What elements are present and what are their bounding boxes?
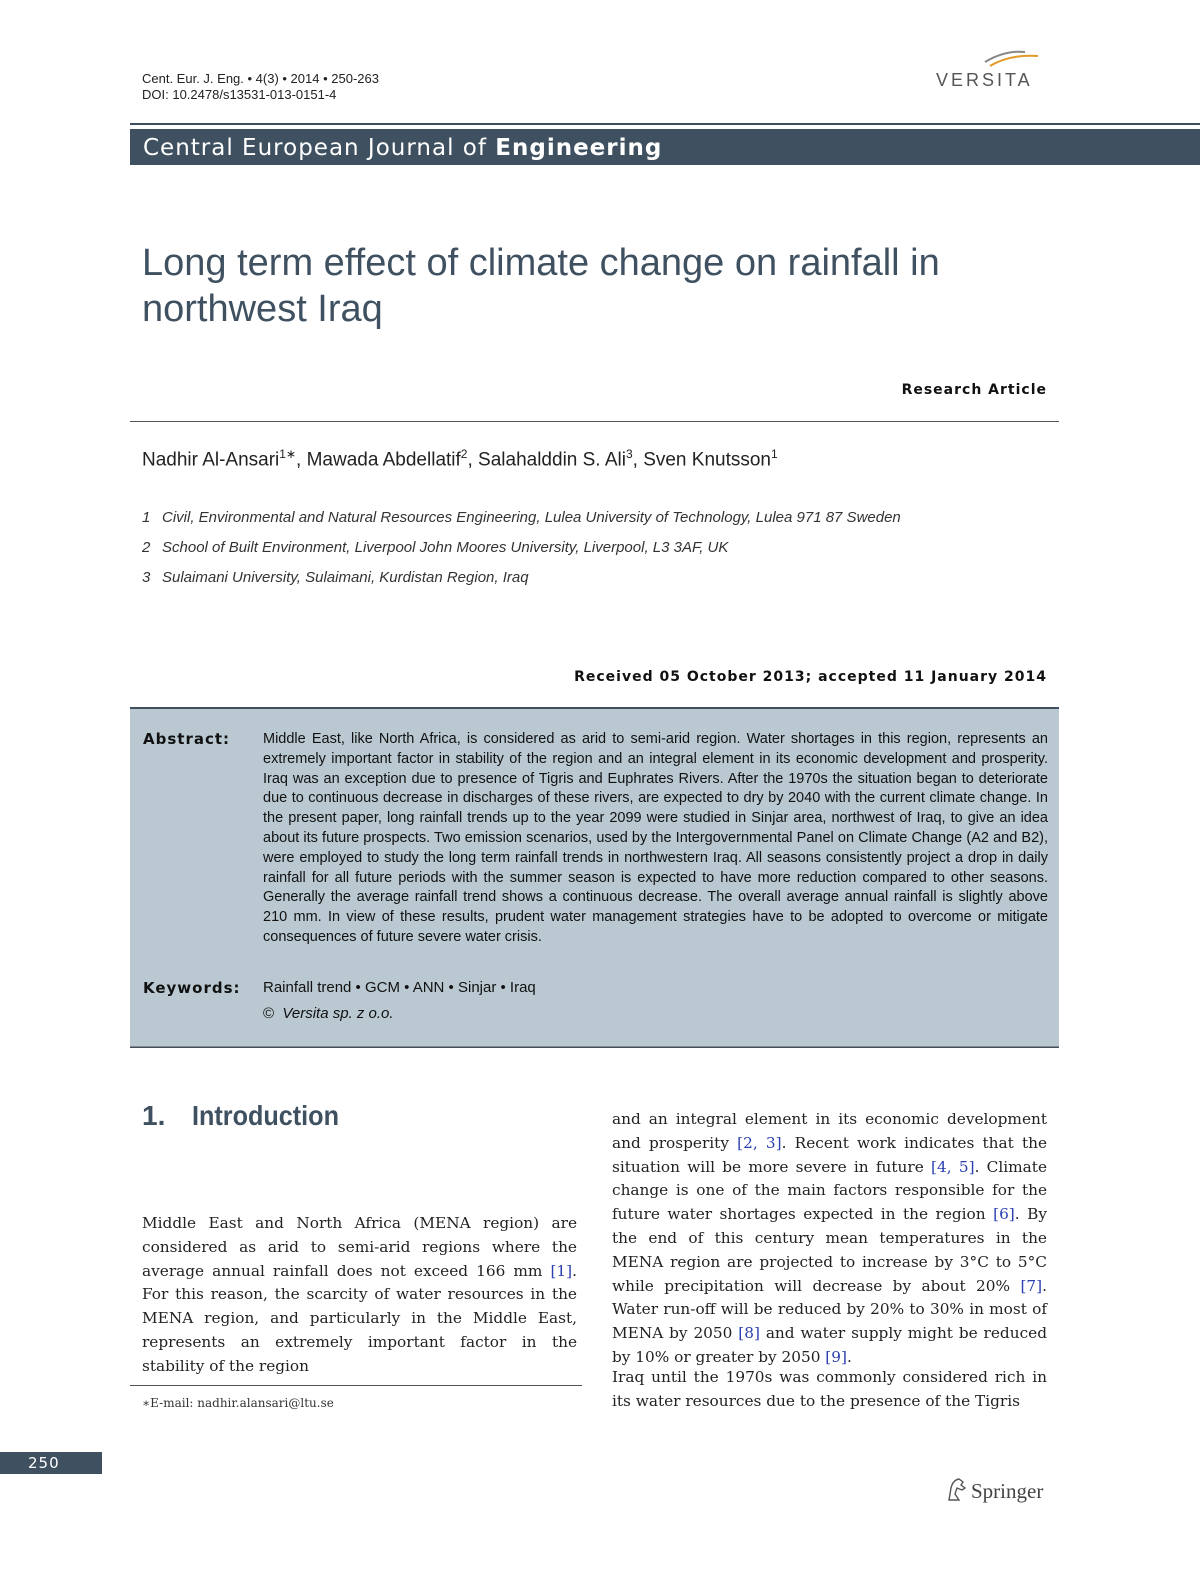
copyright-icon: © xyxy=(263,1005,275,1022)
journal-name-prefix: Central European Journal of xyxy=(143,135,487,161)
body-text: . xyxy=(846,1347,852,1366)
keywords-label: Keywords: xyxy=(143,979,241,997)
affiliation xyxy=(142,509,901,526)
versita-logo-text: VERSITA xyxy=(936,70,1033,90)
author-affil-marker: 1∗ xyxy=(279,447,297,461)
versita-logo xyxy=(930,48,1040,92)
author-name: Nadhir Al-Ansari xyxy=(142,449,280,471)
affiliation-number: 2 xyxy=(142,539,151,556)
springer-logo-text: Springer xyxy=(971,1479,1044,1503)
body-text: . For this reason, the scarcity of water resources in the MENA region, and particularly in the Middle East, represents an extremely important factor in the stability of the region xyxy=(142,1261,577,1375)
author-affil-marker: 3 xyxy=(625,447,633,461)
intro-column-right xyxy=(612,1108,1047,1370)
affiliation-text: Sulaimani University, Sulaimani, Kurdistan Region, Iraq xyxy=(162,569,529,586)
affiliation-number: 3 xyxy=(142,569,151,586)
journal-bar-rule xyxy=(130,123,1200,125)
section-title: Introduction xyxy=(192,1100,339,1131)
author-name: Mawada Abdellatif xyxy=(306,449,461,471)
article-title: Long term effect of climate change on rainfall in northwest Iraq xyxy=(142,242,940,330)
body-text: . Recent work indicates that the situation will be more severe in future xyxy=(612,1133,1047,1176)
footnote-email: ∗E-mail: nadhir.alansari@ltu.se xyxy=(142,1396,334,1410)
citation-doi-line: DOI: 10.2478/s13531-013-0151-4 xyxy=(142,87,337,102)
body-text: . Water run-off will be reduced by 20% to 30% in most of MENA by 2050 xyxy=(612,1276,1047,1343)
title-divider xyxy=(130,421,1059,422)
citation-ref-link[interactable]: [6] xyxy=(993,1205,1015,1224)
citation-journal-line: Cent. Eur. J. Eng. • 4(3) • 2014 • 250-263 xyxy=(142,71,379,86)
journal-name xyxy=(143,135,662,161)
author-name: Sven Knutsson xyxy=(643,449,771,471)
page-number-badge xyxy=(0,1452,102,1474)
citation-ref-link[interactable]: [7] xyxy=(1020,1276,1043,1295)
affiliation-number: 1 xyxy=(142,509,151,526)
page-number: 250 xyxy=(28,1454,60,1472)
article-type: Research Article xyxy=(901,382,1047,398)
author-list: Nadhir Al-Ansari$^{1∗}$, Mawada Abdellatif$^2$, Salahalddin S. Ali$^3$, Sven Knutsson$^1$ xyxy=(142,447,778,471)
abstract-label: Abstract: xyxy=(143,730,231,748)
footnote-rule xyxy=(130,1385,582,1386)
citation-ref-link[interactable]: [1] xyxy=(550,1261,573,1280)
author-affil-marker: 1 xyxy=(771,447,778,461)
citation-ref-link[interactable]: [4, 5] xyxy=(931,1157,975,1176)
citation-ref-link[interactable]: [8] xyxy=(738,1324,760,1343)
author-affil-marker: 2 xyxy=(460,447,468,461)
abstract-box xyxy=(130,707,1059,1048)
section-number: 1. xyxy=(142,1100,166,1131)
body-text: Middle East and North Africa (MENA region) are considered as arid to semi-arid regions where the average annual rainfall does not exceed 166 mm xyxy=(142,1214,577,1280)
citation-block xyxy=(142,71,379,103)
copyright-line xyxy=(263,1005,394,1022)
journal-name-bar xyxy=(130,129,1200,165)
author-name: Salahalddin S. Ali xyxy=(478,449,626,471)
received-dates: Received 05 October 2013; accepted 11 January 2014 xyxy=(574,669,1047,685)
abstract-bottom-rule xyxy=(130,1046,1059,1047)
body-text: . By the end of this century mean temperatures in the MENA region are projected to increase by 3°C to 5°C while precipitation will decrease by about 20% xyxy=(612,1205,1048,1295)
intro-column-left xyxy=(142,1212,577,1379)
copyright-text: Versita sp. z o.o. xyxy=(282,1005,394,1022)
journal-name-bold: Engineering xyxy=(495,135,663,161)
citation-ref-link[interactable]: [9] xyxy=(825,1347,847,1366)
affiliation xyxy=(142,539,728,556)
affiliation xyxy=(142,569,529,586)
affiliation-text: School of Built Environment, Liverpool John Moores University, Liverpool, L3 3AF, UK xyxy=(162,539,729,556)
abstract-text: Middle East, like North Africa, is considered as arid to semi-arid region. Water shortages in this region, represents an extremely important factor in stability of the region and an integral element in its economic development and prosperity. Iraq was an exception due to presence of Tigris and Euphrates Rivers. After the 1970s the situation began to deteriorate due to continuous decrease in discharges of these rivers, are expected to dry by 2040 with the current climate change. In the present paper, long rainfall trends up to the year 2099 were studied in Sinjar area, northwest of Iraq, to give an idea about its future prospects. Two emission scenarios, used by the Intergovernmental Panel on Climate Change (A2 and B2), were employed to study the long term rainfall trends in northwestern Iraq. All seasons consistently project a drop in daily rainfall for all future periods with the summer season is expected to have more reduction compared to other seasons. Generally the average rainfall trend shows a continuous decrease. The overall average annual rainfall is slightly above 210 mm. In view of these results, prudent water management strategies have to be adopted to overcome or mitigate consequences of future severe water crisis. xyxy=(263,731,1048,945)
springer-horse-icon xyxy=(945,1476,969,1504)
body-text: and an integral element in its economic development and prosperity xyxy=(612,1110,1047,1152)
body-text: . Climate change is one of the main factors responsible for the future water shortages expected in the region xyxy=(612,1157,1047,1224)
intro-paragraph-2: Iraq until the 1970s was commonly considered rich in its water resources due to the presence of the Tigris xyxy=(612,1368,1047,1410)
affiliation-text: Civil, Environmental and Natural Resources Engineering, Lulea University of Technology, Lulea 971 87 Sweden xyxy=(162,509,901,526)
keywords-text: Rainfall trend • GCM • ANN • Sinjar • Iraq xyxy=(263,979,536,996)
body-text: and water supply might be reduced by 10% or greater by 2050 xyxy=(612,1324,1047,1366)
springer-logo xyxy=(945,1474,1055,1504)
citation-ref-link[interactable]: [2, 3] xyxy=(737,1133,782,1152)
